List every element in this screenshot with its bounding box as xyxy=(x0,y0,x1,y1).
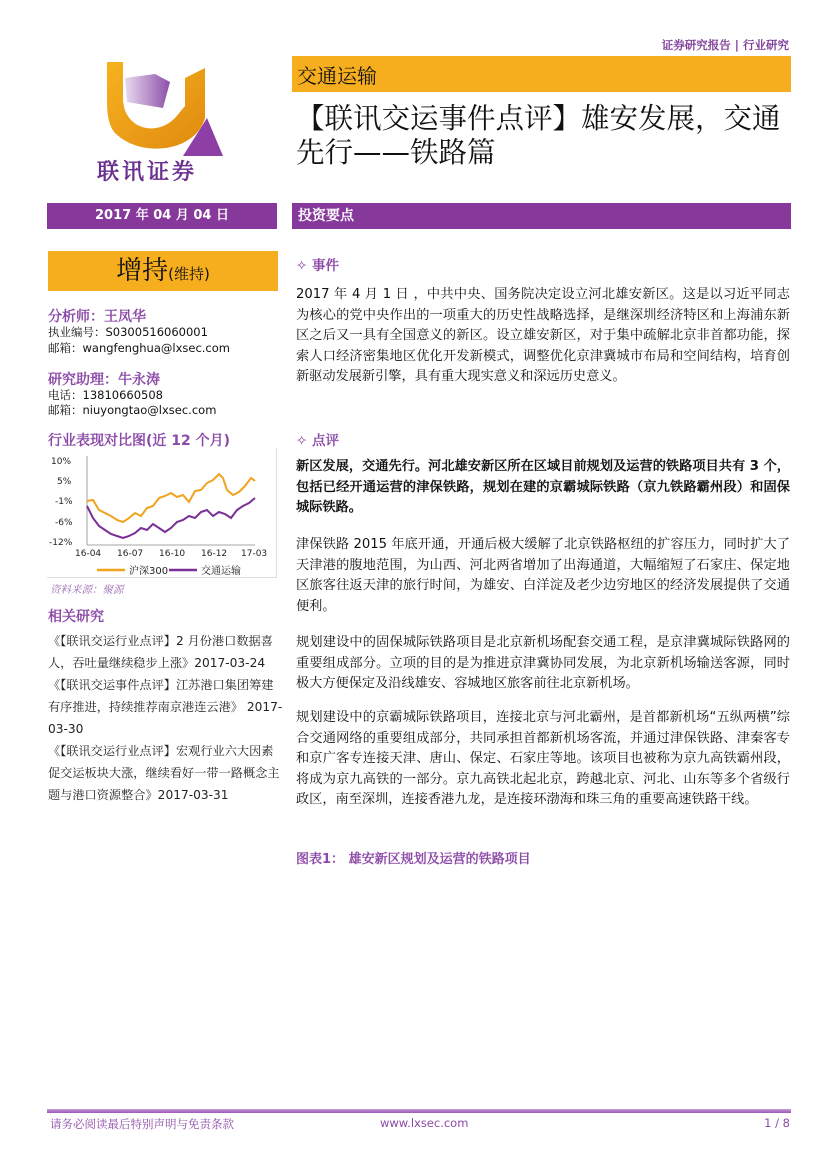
related-item[interactable]: 《【联讯交运事件点评】江苏港口集团筹建有序推进，持续推荐南京港连云港》 2017-03-30 xyxy=(48,678,283,736)
rating-box xyxy=(48,251,278,291)
page-number: 1 / 8 xyxy=(764,1116,790,1130)
key-points-header: 投资要点 xyxy=(292,203,791,229)
x-tick: 16-04 xyxy=(75,549,102,559)
assistant-email[interactable]: 邮箱：niuyongtao@lxsec.com xyxy=(48,403,217,417)
comment-heading: ✧ 点评 xyxy=(296,433,340,449)
assistant-phone: 电话：13810660508 xyxy=(48,388,163,402)
chart-title: 行业表现对比图(近 12 个月) xyxy=(48,433,231,449)
footer-divider xyxy=(47,1109,791,1113)
line-chart xyxy=(47,448,277,578)
analyst-name: 分析师：王凤华 xyxy=(48,309,146,325)
paragraph-jinbao: 津保铁路 2015 年底开通，开通后极大缓解了北京铁路枢纽的扩容压力，同时扩大了天津港的腹地范围，为山西、河北两省增加了出海通道，大幅缩短了石家庄、保定地区旅客往返天津的旅行时间，为雄安、白洋淀及老少边穷地区的经济发展提供了交通便利。 xyxy=(296,537,790,614)
x-tick: 16-12 xyxy=(201,549,228,559)
related-research-title: 相关研究 xyxy=(48,609,104,625)
x-tick: 17-03 xyxy=(241,549,268,559)
related-item[interactable]: 《【联讯交运行业点评】宏观行业六大因素促交运板块大涨，继续看好一带一路概念主题与港口资源整合》2017-03-31 xyxy=(48,744,280,802)
footer-website[interactable]: www.lxsec.com xyxy=(380,1116,469,1130)
report-title: 【联讯交运事件点评】雄安发展，交通先行——铁路篇 xyxy=(296,102,781,169)
rating-main: 增持 xyxy=(116,256,169,286)
paragraph-gubao: 规划建设中的固保城际铁路项目是北京新机场配套交通工程，是京津冀城际铁路网的重要组成部分。立项的目的是为推进京津冀协同发展，为北京新机场输送客源，同时极大方便保定及沿线雄安、容城地区旅客前往北京新机场。 xyxy=(296,635,790,692)
legend-label: 沪深300 xyxy=(129,566,169,577)
analyst-license: 执业编号：S0300516060001 xyxy=(48,325,208,339)
event-heading: ✧ 事件 xyxy=(296,258,340,274)
rating-sub: (维持) xyxy=(168,265,210,283)
related-item[interactable]: 《【联讯交运行业点评】2 月份港口数据喜人，吞吐量继续稳步上涨》2017-03-24 xyxy=(48,634,273,670)
logo-text: 联讯证券 xyxy=(97,159,198,185)
event-paragraph: 2017 年 4 月 1 日 ，中共中央、国务院决定设立河北雄安新区。这是以习近平同志为核心的党中央作出的一项重大的历史性战略选择，是继深圳经济特区和上海浦东新区之后又一具有全国意义的新区。设立雄安新区，对于集中疏解北京非首都功能，探索人口经济密集地区优化开发新模式，调整优化京津冀城市布局和空间结构，培育创新驱动发展新引擎，具有重大现实意义和深远历史意义。 xyxy=(296,287,790,385)
report-type: 证券研究报告 | 行业研究 xyxy=(661,38,789,52)
y-tick: -1% xyxy=(55,497,73,507)
y-tick: -12% xyxy=(49,538,73,548)
chart-source: 资料来源：聚源 xyxy=(50,584,124,596)
legend-label: 交通运输 xyxy=(201,566,241,577)
industry-label: 交通运输 xyxy=(297,64,377,88)
paragraph-jingba: 规划建设中的京霸城际铁路项目，连接北京与河北霸州，是首都新机场“五纵两横”综合交通网络的重要组成部分，共同承担首都新机场客流，并通过津保铁路、津秦客专和京广客专连接天津、唐山、保定、石家庄等地。该项目也被称为京九高铁霸州段，将成为京九高铁的一部分。京九高铁北起北京，跨越北京、河北、山东等多个省级行政区，南至深圳，连接香港九龙，是连接环渤海和珠三角的重要高速铁路干线。 xyxy=(296,710,790,808)
figure-caption: 图表1： 雄安新区规划及运营的铁路项目 xyxy=(296,852,531,867)
report-date: 2017 年 04 月 04 日 xyxy=(47,203,277,229)
x-tick: 16-10 xyxy=(159,549,186,559)
x-tick: 16-07 xyxy=(117,549,144,559)
related-research-list xyxy=(48,630,284,806)
assistant-name: 研究助理：牛永涛 xyxy=(48,372,160,388)
performance-chart xyxy=(47,448,277,578)
analyst-email[interactable]: 邮箱：wangfenghua@lxsec.com xyxy=(48,341,230,355)
y-tick: 5% xyxy=(57,477,72,487)
y-tick: 10% xyxy=(51,457,72,467)
footer-disclaimer[interactable]: 请务必阅读最后特别声明与免责条款 xyxy=(50,1117,234,1131)
y-tick: -6% xyxy=(55,518,73,528)
comment-summary: 新区发展，交通先行。河北雄安新区所在区域目前规划及运营的铁路项目共有 3 个，包括已经开通运营的津保铁路，规划在建的京霸城际铁路（京九铁路霸州段）和固保城际铁路。 xyxy=(296,459,790,516)
